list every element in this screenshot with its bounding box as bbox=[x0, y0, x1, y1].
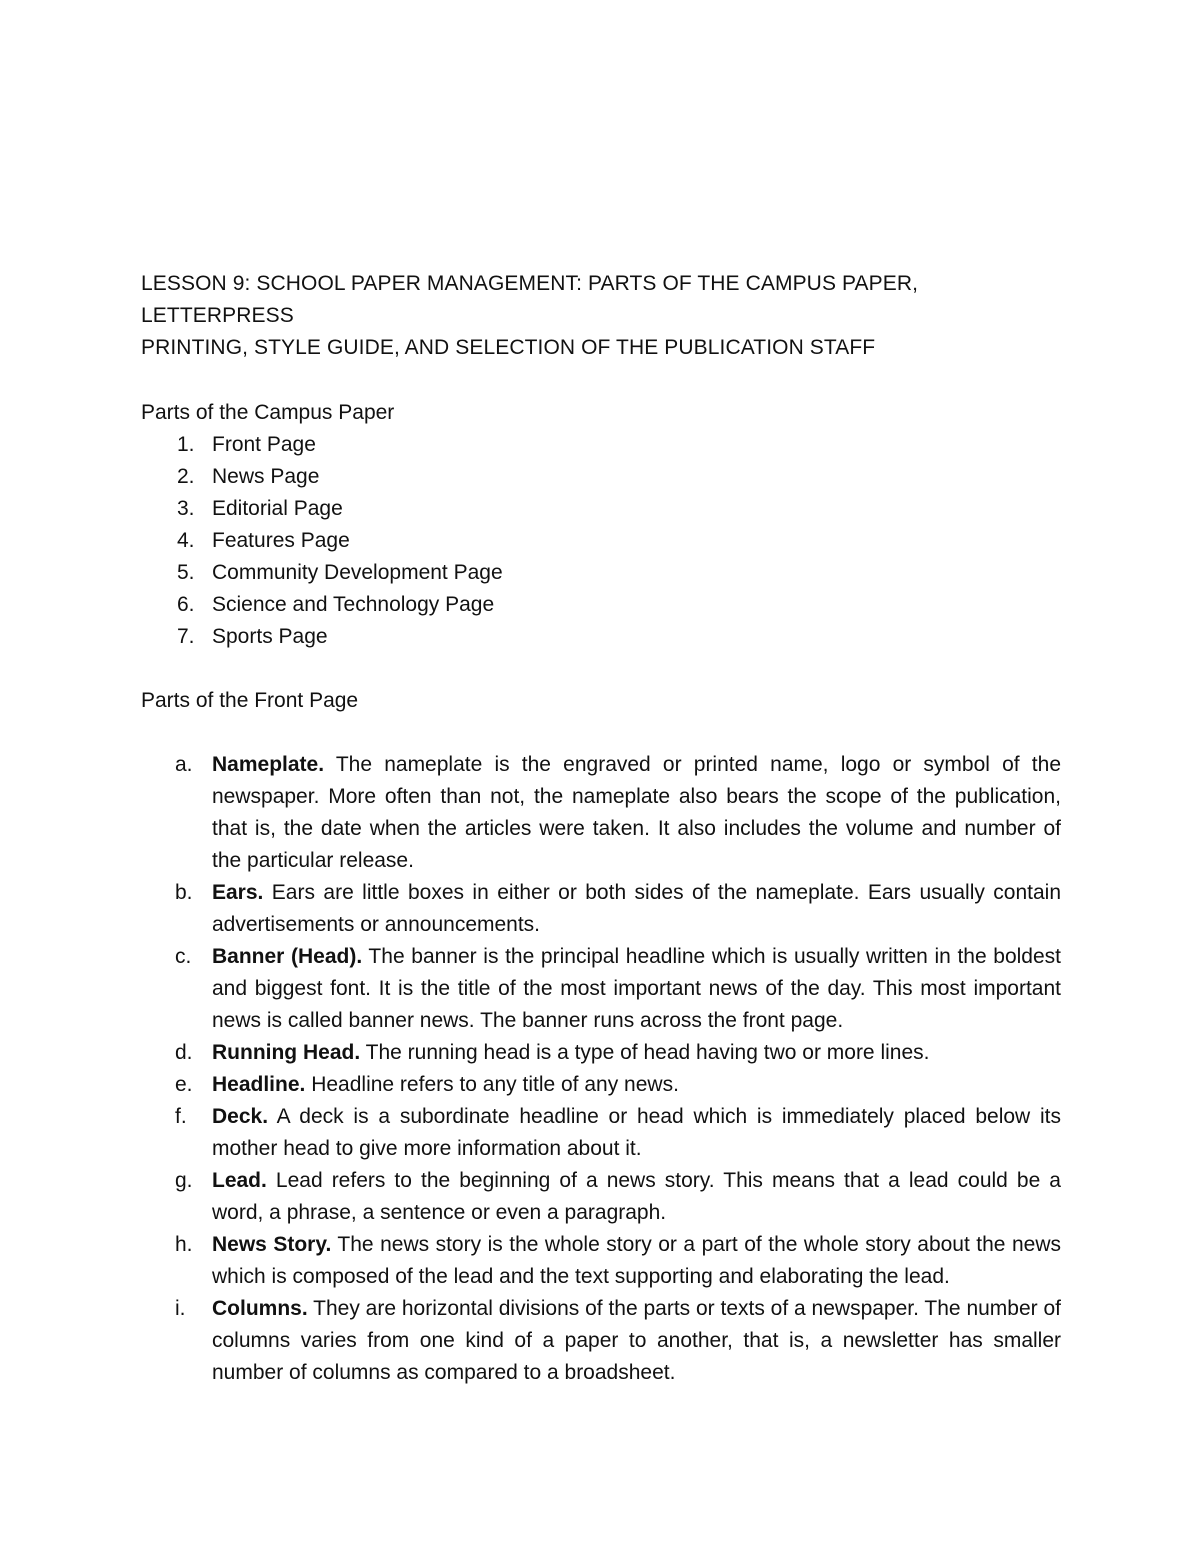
front-page-heading: Parts of the Front Page bbox=[141, 689, 359, 712]
lesson-title-line-2: PRINTING, STYLE GUIDE, AND SELECTION OF THE PUBLICATION STAFF bbox=[141, 336, 876, 359]
list-item bbox=[141, 621, 1061, 653]
list-letter: f. bbox=[175, 1105, 187, 1128]
definition-term: Ears. bbox=[212, 881, 264, 904]
definition-term: Banner (Head). bbox=[212, 945, 363, 968]
list-item-label: Community Development Page bbox=[212, 561, 503, 584]
definition-text: The news story is the whole story or a part of the whole story about the news which is composed of the lead and the text supporting and elaborating the lead. bbox=[212, 1233, 1061, 1288]
list-item bbox=[141, 557, 1061, 589]
list-letter: g. bbox=[175, 1169, 193, 1192]
list-item-label: News Page bbox=[212, 465, 320, 488]
definition-text: The nameplate is the engraved or printed name, logo or symbol of the newspaper. More often than not, the nameplate also bears the scope of the publication, that is, the date when the articles were taken. It also includes the volume and number of the particular release. bbox=[212, 753, 1061, 872]
definition-item-ears bbox=[141, 877, 1061, 941]
definition-text: A deck is a subordinate headline or head which is immediately placed below its mother head to give more information about it. bbox=[212, 1105, 1061, 1160]
list-item bbox=[141, 493, 1061, 525]
definition-text: The banner is the principal headline which is usually written in the boldest and biggest font. It is the title of the most important news of the day. This most important news is called banner news. The banner runs across the front page. bbox=[212, 945, 1061, 1032]
list-item bbox=[141, 525, 1061, 557]
definition-term: Deck. bbox=[212, 1105, 269, 1128]
list-letter: h. bbox=[175, 1233, 193, 1256]
definition-item-columns bbox=[141, 1293, 1061, 1389]
campus-paper-list bbox=[141, 429, 1061, 653]
list-item bbox=[141, 429, 1061, 461]
definition-text: Headline refers to any title of any news. bbox=[305, 1073, 679, 1096]
definition-term: News Story. bbox=[212, 1233, 332, 1256]
list-letter: d. bbox=[175, 1041, 193, 1064]
list-item bbox=[141, 461, 1061, 493]
definition-item-banner bbox=[141, 941, 1061, 1037]
list-number: 6. bbox=[177, 593, 195, 616]
definition-item-running-head bbox=[141, 1037, 1061, 1069]
definition-text: Ears are little boxes in either or both sides of the nameplate. Ears usually contain advertisements or announcements. bbox=[212, 881, 1061, 936]
list-item-label: Sports Page bbox=[212, 625, 328, 648]
list-number: 7. bbox=[177, 625, 195, 648]
definition-term: Running Head. bbox=[212, 1041, 361, 1064]
list-item-label: Editorial Page bbox=[212, 497, 343, 520]
list-letter: i. bbox=[175, 1297, 186, 1320]
campus-paper-heading: Parts of the Campus Paper bbox=[141, 401, 395, 424]
list-number: 1. bbox=[177, 433, 195, 456]
definition-text: They are horizontal divisions of the parts or texts of a newspaper. The number of columns varies from one kind of a paper to another, that is, a newsletter has smaller number of columns as compared to a broadsheet. bbox=[212, 1297, 1061, 1384]
list-letter: b. bbox=[175, 881, 193, 904]
definition-text: Lead refers to the beginning of a news story. This means that a lead could be a word, a phrase, a sentence or even a paragraph. bbox=[212, 1169, 1061, 1224]
list-number: 3. bbox=[177, 497, 195, 520]
definition-item-news-story bbox=[141, 1229, 1061, 1293]
lesson-title bbox=[141, 268, 1061, 364]
definition-text: The running head is a type of head having two or more lines. bbox=[360, 1041, 930, 1064]
definition-term: Nameplate. bbox=[212, 753, 325, 776]
definition-term: Lead. bbox=[212, 1169, 267, 1192]
front-page-list bbox=[141, 749, 1061, 1389]
definition-item-nameplate bbox=[141, 749, 1061, 877]
definition-item-lead bbox=[141, 1165, 1061, 1229]
list-letter: a. bbox=[175, 753, 193, 776]
document-content bbox=[141, 268, 1061, 1389]
list-item-label: Front Page bbox=[212, 433, 316, 456]
definition-item-headline bbox=[141, 1069, 1061, 1101]
list-letter: e. bbox=[175, 1073, 193, 1096]
list-letter: c. bbox=[175, 945, 192, 968]
list-number: 5. bbox=[177, 561, 195, 584]
definition-item-deck bbox=[141, 1101, 1061, 1165]
definition-term: Columns. bbox=[212, 1297, 308, 1320]
list-item-label: Features Page bbox=[212, 529, 350, 552]
lesson-title-line-1: LESSON 9: SCHOOL PAPER MANAGEMENT: PARTS OF THE CAMPUS PAPER, LETTERPRESS bbox=[141, 272, 919, 327]
list-number: 4. bbox=[177, 529, 195, 552]
list-item-label: Science and Technology Page bbox=[212, 593, 495, 616]
list-number: 2. bbox=[177, 465, 195, 488]
list-item bbox=[141, 589, 1061, 621]
definition-term: Headline. bbox=[212, 1073, 306, 1096]
